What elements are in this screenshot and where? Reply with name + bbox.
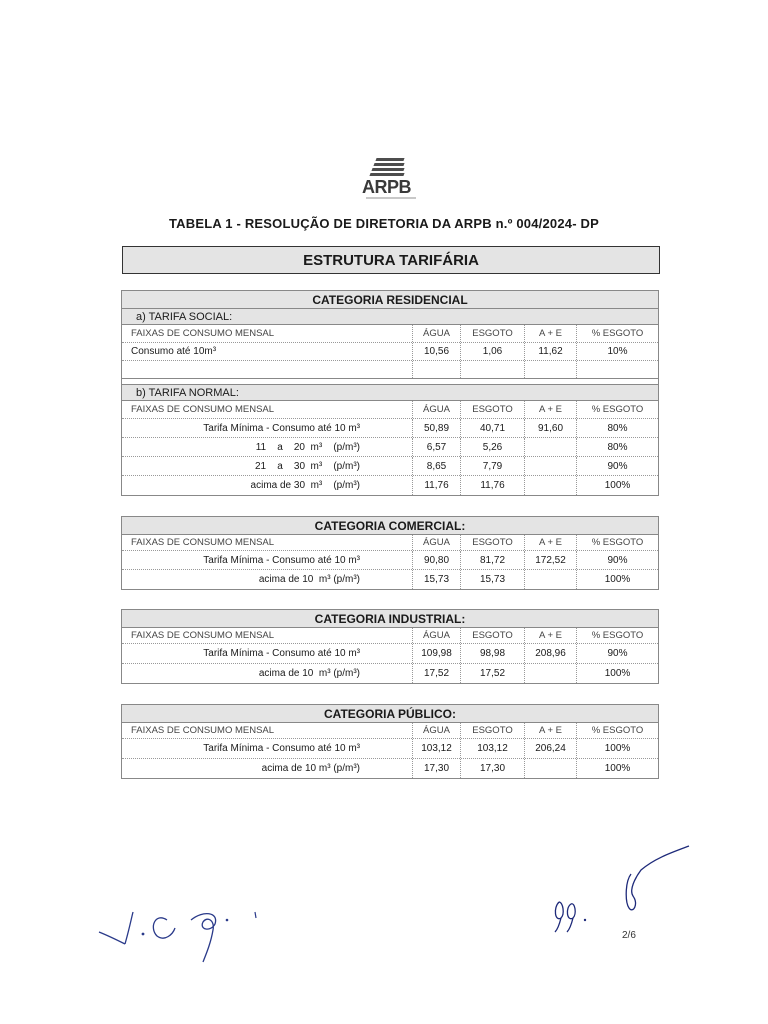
cell-ae: [524, 457, 576, 475]
col-header: A + E: [524, 325, 576, 342]
cell-agua: 103,12: [412, 739, 460, 758]
cell-ae: [524, 664, 576, 683]
table-row: [122, 457, 658, 476]
cell-pct: 80%: [576, 438, 658, 456]
sub-heading-social: a) TARIFA SOCIAL:: [122, 309, 658, 325]
cell-pct: 100%: [576, 476, 658, 495]
col-header: A + E: [524, 401, 576, 418]
cell-esgoto: 17,52: [460, 664, 524, 683]
cell-faixa: 21 a 30 m³ (p/m³): [254, 460, 360, 472]
col-header: % ESGOTO: [576, 535, 658, 550]
cell-agua: 90,80: [412, 551, 460, 569]
col-header: % ESGOTO: [576, 628, 658, 643]
col-header: A + E: [524, 628, 576, 643]
table-row: [122, 551, 658, 570]
cell-pct: 100%: [576, 570, 658, 589]
col-header: ÁGUA: [412, 325, 460, 342]
table-row: [122, 739, 658, 759]
main-heading-text: ESTRUTURA TARIFÁRIA: [303, 251, 479, 269]
cell-pct: 100%: [576, 664, 658, 683]
cell-esgoto: 15,73: [460, 570, 524, 589]
cell-agua: 6,57: [412, 438, 460, 456]
col-header: ÁGUA: [412, 535, 460, 550]
cell-ae: [524, 438, 576, 456]
spacer-row: [122, 361, 658, 379]
main-heading: [122, 246, 660, 274]
cell-ae: 172,52: [524, 551, 576, 569]
section-heading: CATEGORIA RESIDENCIAL: [122, 291, 658, 309]
section-comercial: [121, 516, 659, 590]
col-header: ÁGUA: [412, 401, 460, 418]
table-header-row: [122, 535, 658, 551]
table-row: [122, 759, 658, 778]
cell-faixa: acima de 10 m³ (p/m³): [258, 574, 360, 585]
cell-agua: 50,89: [412, 419, 460, 437]
table-row: [122, 343, 658, 361]
cell-pct: 80%: [576, 419, 658, 437]
cell-agua: 10,56: [412, 343, 460, 360]
cell-agua: 15,73: [412, 570, 460, 589]
cell-agua: 17,52: [412, 664, 460, 683]
col-header: FAIXAS DE CONSUMO MENSAL: [131, 537, 275, 548]
cell-esgoto: 7,79: [460, 457, 524, 475]
table-row: [122, 664, 658, 683]
col-header: ESGOTO: [460, 325, 524, 342]
section-publico: [121, 704, 659, 779]
cell-esgoto: 1,06: [460, 343, 524, 360]
document-title: TABELA 1 - RESOLUÇÃO DE DIRETORIA DA ARPB n.º 004/2024- DP: [168, 216, 599, 231]
section-heading: CATEGORIA INDUSTRIAL:: [122, 610, 658, 628]
cell-pct: 100%: [576, 759, 658, 778]
section-heading: CATEGORIA PÚBLICO:: [122, 705, 658, 723]
cell-agua: 8,65: [412, 457, 460, 475]
cell-esgoto: 103,12: [460, 739, 524, 758]
cell-ae: 206,24: [524, 739, 576, 758]
col-header: % ESGOTO: [576, 325, 658, 342]
col-header: A + E: [524, 723, 576, 738]
sub-heading-normal: b) TARIFA NORMAL:: [122, 385, 658, 401]
cell-ae: [524, 570, 576, 589]
cell-faixa: acima de 30 m³ (p/m³): [250, 480, 360, 491]
cell-ae: 208,96: [524, 644, 576, 663]
cell-ae: 11,62: [524, 343, 576, 360]
table-row: [122, 570, 658, 589]
col-header: ESGOTO: [460, 723, 524, 738]
col-header: % ESGOTO: [576, 401, 658, 418]
signature-right: [545, 842, 695, 938]
cell-faixa: Tarifa Mínima - Consumo até 10 m³: [203, 422, 360, 434]
cell-pct: 100%: [576, 739, 658, 758]
cell-esgoto: 5,26: [460, 438, 524, 456]
table-row: [122, 644, 658, 664]
logo-text: ARPB: [362, 177, 412, 197]
table-row: [122, 419, 658, 438]
col-header: FAIXAS DE CONSUMO MENSAL: [131, 328, 275, 339]
cell-ae: [524, 759, 576, 778]
cell-faixa: Tarifa Mínima - Consumo até 10 m³: [203, 743, 360, 754]
cell-pct: 90%: [576, 644, 658, 663]
signature-left: [95, 890, 275, 970]
cell-pct: 90%: [576, 457, 658, 475]
arpb-logo: [356, 156, 416, 202]
cell-pct: 90%: [576, 551, 658, 569]
col-header: FAIXAS DE CONSUMO MENSAL: [131, 404, 275, 415]
table-row: [122, 476, 658, 495]
section-industrial: [121, 609, 659, 684]
cell-esgoto: 40,71: [460, 419, 524, 437]
cell-ae: [524, 476, 576, 495]
cell-faixa: Tarifa Mínima - Consumo até 10 m³: [203, 648, 360, 659]
cell-esgoto: 11,76: [460, 476, 524, 495]
logo-stripes-icon: [370, 156, 406, 178]
col-header: ÁGUA: [412, 628, 460, 643]
table-header-row: [122, 723, 658, 739]
col-header: FAIXAS DE CONSUMO MENSAL: [131, 725, 275, 736]
section-residencial: [121, 290, 659, 496]
cell-agua: 11,76: [412, 476, 460, 495]
table-header-row: [122, 401, 658, 419]
col-header: ÁGUA: [412, 723, 460, 738]
cell-esgoto: 17,30: [460, 759, 524, 778]
col-header: ESGOTO: [460, 628, 524, 643]
cell-agua: 109,98: [412, 644, 460, 663]
cell-faixa: Tarifa Mínima - Consumo até 10 m³: [203, 554, 360, 566]
table-header-row: [122, 325, 658, 343]
cell-esgoto: 81,72: [460, 551, 524, 569]
cell-esgoto: 98,98: [460, 644, 524, 663]
cell-pct: 10%: [576, 343, 658, 360]
table-header-row: [122, 628, 658, 644]
cell-ae: 91,60: [524, 419, 576, 437]
section-heading: CATEGORIA COMERCIAL:: [122, 517, 658, 535]
cell-faixa: 11 a 20 m³ (p/m³): [255, 441, 360, 453]
table-row: [122, 438, 658, 457]
col-header: ESGOTO: [460, 401, 524, 418]
cell-agua: 17,30: [412, 759, 460, 778]
col-header: FAIXAS DE CONSUMO MENSAL: [131, 630, 275, 641]
page-number: 2/6: [622, 930, 636, 941]
col-header: ESGOTO: [460, 535, 524, 550]
cell-faixa: acima de 10 m³ (p/m³): [258, 668, 360, 679]
col-header: A + E: [524, 535, 576, 550]
col-header: % ESGOTO: [576, 723, 658, 738]
cell-faixa: acima de 10 m³ (p/m³): [261, 763, 360, 774]
cell-faixa: Consumo até 10m³: [131, 346, 217, 357]
